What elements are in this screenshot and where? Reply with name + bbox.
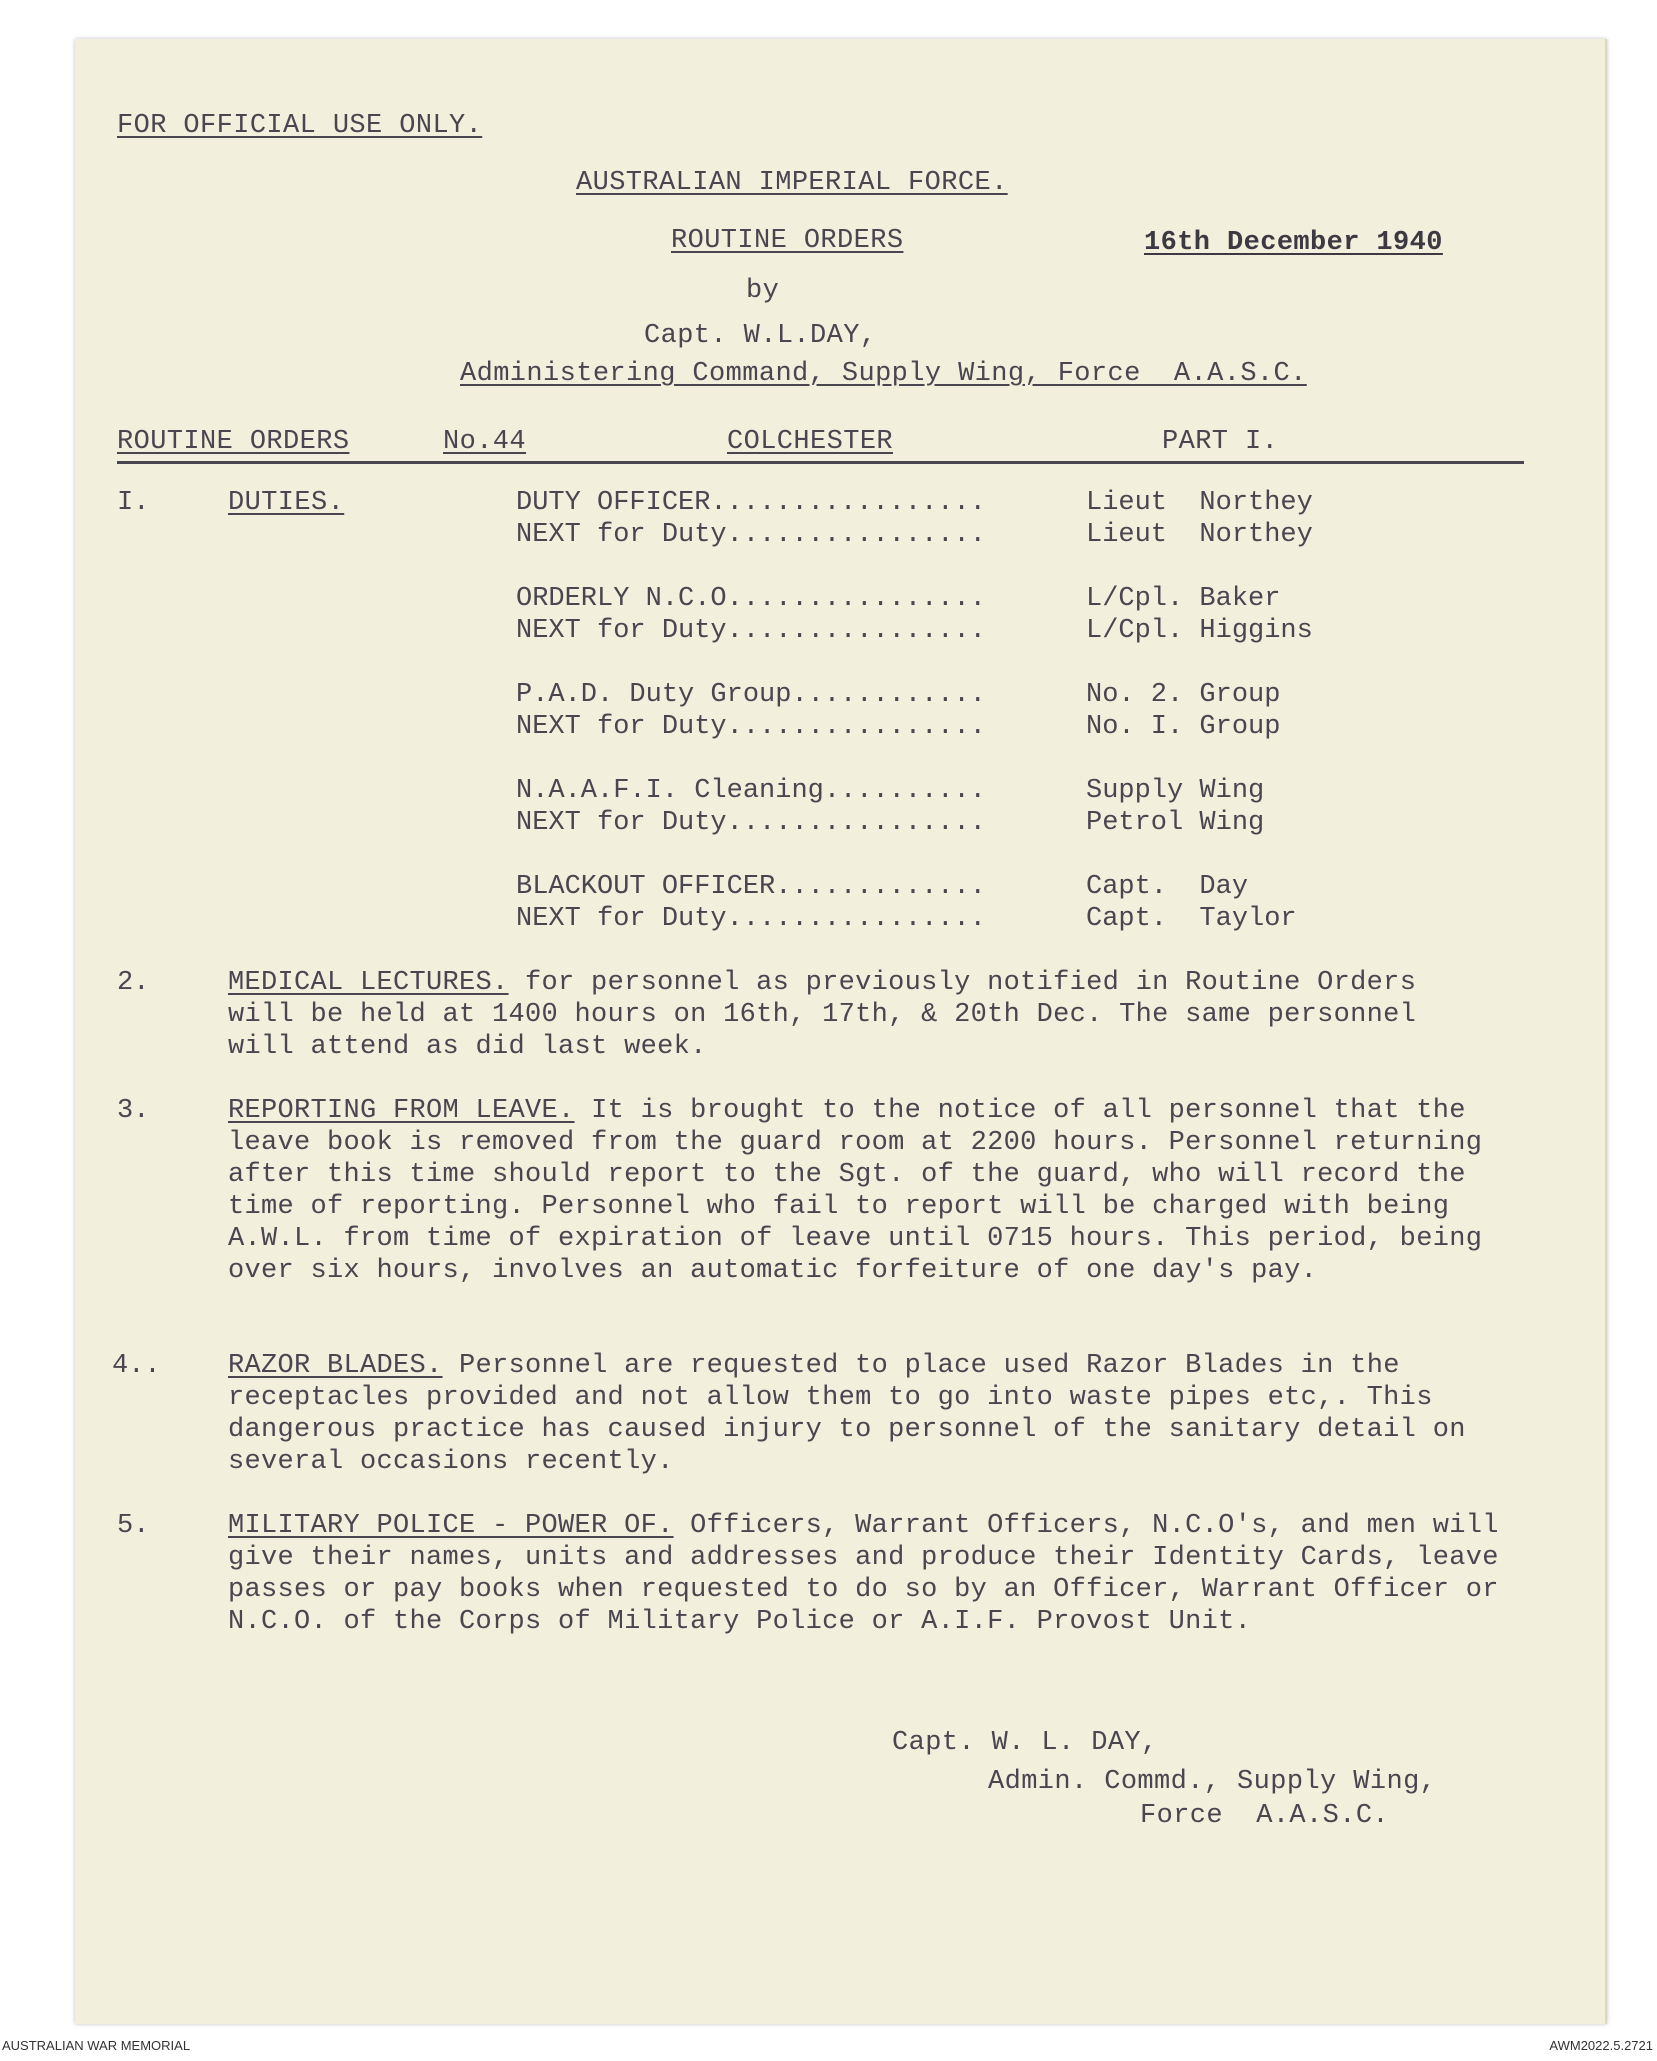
signature-line: Capt. W. L. DAY,: [892, 1728, 1158, 1758]
duty-value: L/Cpl. Baker: [1086, 584, 1281, 614]
by-line: by: [746, 276, 780, 306]
document-date: 16th December 1940: [1144, 228, 1443, 258]
duty-value: Lieut Northey: [1086, 520, 1313, 550]
paragraph-text: for personnel as previously notified in Routine Orders will be held at 1400 hours on 16th, 17th, & 20th Dec. The same personnel will attend as did last week.: [228, 968, 1417, 1062]
classification-marking: FOR OFFICIAL USE ONLY.: [117, 111, 483, 141]
order-paragraph: [228, 1350, 1528, 1478]
paragraph-text: It is brought to the notice of all personnel that the leave book is removed from the guard room at 2200 hours. Personnel returning after this time should report to the Sgt. of the guard, who will record the time of reporting. Personnel who fail to report will be charged with being A.W.L. from time of expiration of leave until 0715 hours. This period, being over six hours, involves an automatic forfeiture of one day's pay.: [228, 1096, 1483, 1286]
duty-label: BLACKOUT OFFICER.............: [516, 872, 986, 902]
paragraph-heading: MEDICAL LECTURES.: [228, 968, 509, 998]
duty-value: No. I. Group: [1086, 712, 1281, 742]
force-heading: AUSTRALIAN IMPERIAL FORCE.: [576, 168, 1008, 198]
duty-row: [516, 487, 1313, 519]
issuing-command: Administering Command, Supply Wing, Force A.A.S.C.: [460, 359, 1307, 389]
duty-value: Capt. Taylor: [1086, 904, 1297, 934]
duty-row: [516, 711, 1313, 743]
item-number: 4..: [112, 1351, 161, 1381]
duty-value: L/Cpl. Higgins: [1086, 616, 1313, 646]
duty-row: [516, 519, 1313, 551]
duty-value: Supply Wing: [1086, 776, 1265, 806]
order-number: No.44: [443, 427, 527, 457]
duty-label: NEXT for Duty................: [516, 616, 986, 646]
paragraph-text: Personnel are requested to place used Razor Blades in the receptacles provided and not allow them to go into waste pipes etc,. This dangerous practice has caused injury to personnel of the sanitary detail on several occasions recently.: [228, 1351, 1466, 1477]
item-number: 3.: [117, 1096, 150, 1126]
order-paragraph: [228, 1095, 1508, 1287]
duty-label: NEXT for Duty................: [516, 712, 986, 742]
item-number: 2.: [117, 968, 150, 998]
duty-row: [516, 775, 1313, 807]
document-title: ROUTINE ORDERS: [671, 226, 904, 256]
duty-row: [516, 583, 1313, 615]
duty-label: P.A.D. Duty Group............: [516, 680, 986, 710]
order-paragraph: [228, 1510, 1548, 1638]
location: COLCHESTER: [727, 427, 894, 457]
paragraph-heading: RAZOR BLADES.: [228, 1351, 443, 1381]
part-number: PART I.: [1162, 427, 1279, 457]
duty-row: [516, 903, 1313, 935]
header-rule: [117, 461, 1524, 464]
footer-credit: AUSTRALIAN WAR MEMORIAL: [2, 2038, 191, 2053]
duty-label: NEXT for Duty................: [516, 904, 986, 934]
duty-roster: [516, 487, 1313, 935]
paragraph-heading: MILITARY POLICE - POWER OF.: [228, 1511, 674, 1541]
item-number: I.: [117, 488, 150, 518]
signature-line: Force A.A.S.C.: [1140, 1801, 1390, 1831]
footer-accession: AWM2022.5.2721: [1549, 2038, 1653, 2053]
duty-value: No. 2. Group: [1086, 680, 1281, 710]
duty-label: NEXT for Duty................: [516, 808, 986, 838]
duty-label: N.A.A.F.I. Cleaning..........: [516, 776, 986, 806]
duties-heading: DUTIES.: [228, 488, 345, 518]
duty-value: Capt. Day: [1086, 872, 1249, 902]
duty-row: [516, 615, 1313, 647]
duty-row: [516, 871, 1313, 903]
issuer-name: Capt. W.L.DAY,: [644, 321, 877, 351]
duty-label: DUTY OFFICER.................: [516, 488, 986, 518]
duty-row: [516, 679, 1313, 711]
duty-row: [516, 807, 1313, 839]
duty-value: Lieut Northey: [1086, 488, 1313, 518]
ref-label: ROUTINE ORDERS: [117, 427, 350, 457]
item-number: 5.: [117, 1511, 150, 1541]
signature-line: Admin. Commd., Supply Wing,: [988, 1767, 1437, 1797]
duty-value: Petrol Wing: [1086, 808, 1265, 838]
duty-label: NEXT for Duty................: [516, 520, 986, 550]
paragraph-text: Officers, Warrant Officers, N.C.O's, and men will give their names, units and addresses and produce their Identity Cards, leave passes or pay books when requested to do so by an Officer, Warrant Officer or N.C.O. of the Corps of Military Police or A.I.F. Provost Unit.: [228, 1511, 1499, 1637]
order-paragraph: [228, 967, 1468, 1063]
duty-label: ORDERLY N.C.O................: [516, 584, 986, 614]
paragraph-heading: REPORTING FROM LEAVE.: [228, 1096, 575, 1126]
